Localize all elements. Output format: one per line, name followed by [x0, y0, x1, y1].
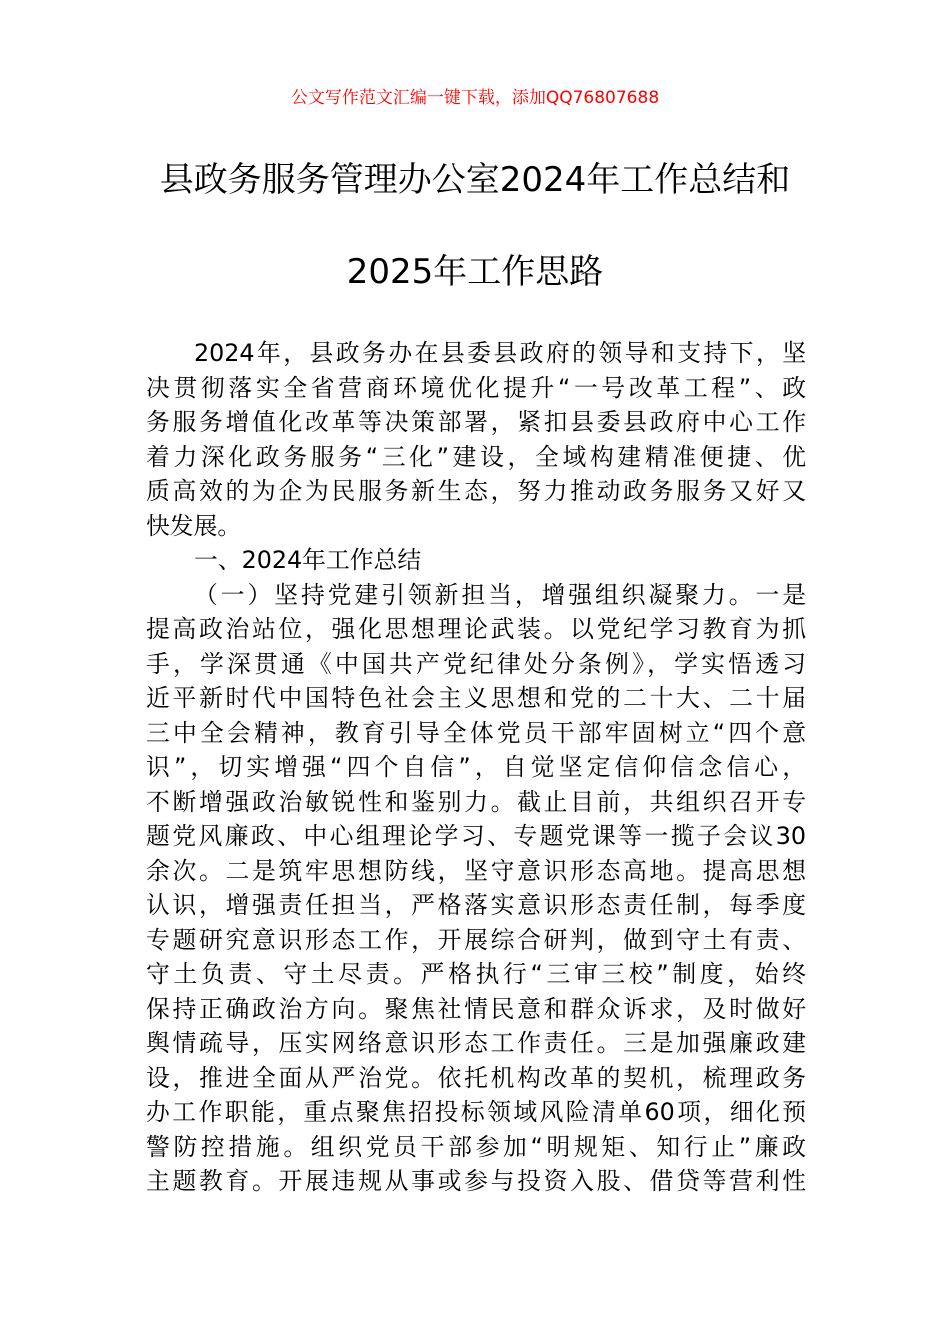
document-title-line-2: 2025年工作思路 — [346, 252, 604, 292]
body-line: 近平新时代中国特色社会主义思想和党的二十大、二十届 — [146, 684, 806, 712]
document-body — [146, 336, 806, 1199]
body-line: 守土负责、守土尽责。严格执行“三审三校”制度，始终 — [146, 960, 806, 988]
body-line: 认识，增强责任担当，严格落实意识形态责任制，每季度 — [146, 891, 806, 919]
body-line: 设，推进全面从严治党。依托机构改革的契机，梳理政务 — [146, 1063, 806, 1092]
body-line: 务服务增值化改革等决策部署，紧扣县委县政府中心工作 — [146, 408, 806, 436]
body-line: 手，学深贯通《中国共产党纪律处分条例》，学实悟透习 — [146, 649, 806, 678]
body-line: 识”，切实增强“四个自信”，自觉坚定信仰信念信心， — [146, 753, 806, 781]
body-line: 主题教育。开展违规从事或参与投资入股、借贷等营利性 — [146, 1167, 806, 1195]
body-line: 快发展。 — [146, 511, 242, 540]
download-banner[interactable]: 公文写作范文汇编一键下载，添加QQ76807688 — [290, 88, 660, 108]
body-line: 提高政治站位，强化思想理论武装。以党纪学习教育为抓 — [146, 615, 806, 643]
body-line: 办工作职能，重点聚焦招投标领域风险清单60项，细化预 — [146, 1098, 806, 1126]
body-line: （一）坚持党建引领新担当，增强组织凝聚力。一是 — [194, 580, 806, 609]
body-line: 专题研究意识形态工作，开展综合研判，做到守土有责、 — [146, 925, 806, 954]
document-title-line-1: 县政务服务管理办公室2024年工作总结和 — [159, 160, 791, 200]
body-line: 警防控措施。组织党员干部参加“明规矩、知行止”廉政 — [146, 1132, 806, 1161]
body-line: 不断增强政治敏锐性和鉴别力。截止目前，共组织召开专 — [146, 787, 806, 816]
body-line: 余次。二是筑牢思想防线，坚守意识形态高地。提高思想 — [146, 856, 806, 885]
body-line: 决贯彻落实全省营商环境优化提升“一号改革工程”、政 — [146, 373, 806, 402]
body-line: 舆情疏导，压实网络意识形态工作责任。三是加强廉政建 — [146, 1029, 806, 1057]
body-line: 三中全会精神，教育引导全体党员干部牢固树立“四个意 — [146, 718, 806, 747]
body-line: 质高效的为企为民服务新生态，努力推动政务服务又好又 — [146, 477, 806, 505]
body-line: 着力深化政务服务“三化”建设，全域构建精准便捷、优 — [146, 442, 806, 471]
body-line: 2024年，县政务办在县委县政府的领导和支持下，坚 — [194, 339, 806, 367]
body-line: 题党风廉政、中心组理论学习、专题党课等一揽子会议30 — [146, 822, 806, 850]
section-heading: 一、2024年工作总结 — [194, 546, 422, 574]
body-line: 保持正确政治方向。聚焦社情民意和群众诉求，及时做好 — [146, 994, 806, 1023]
